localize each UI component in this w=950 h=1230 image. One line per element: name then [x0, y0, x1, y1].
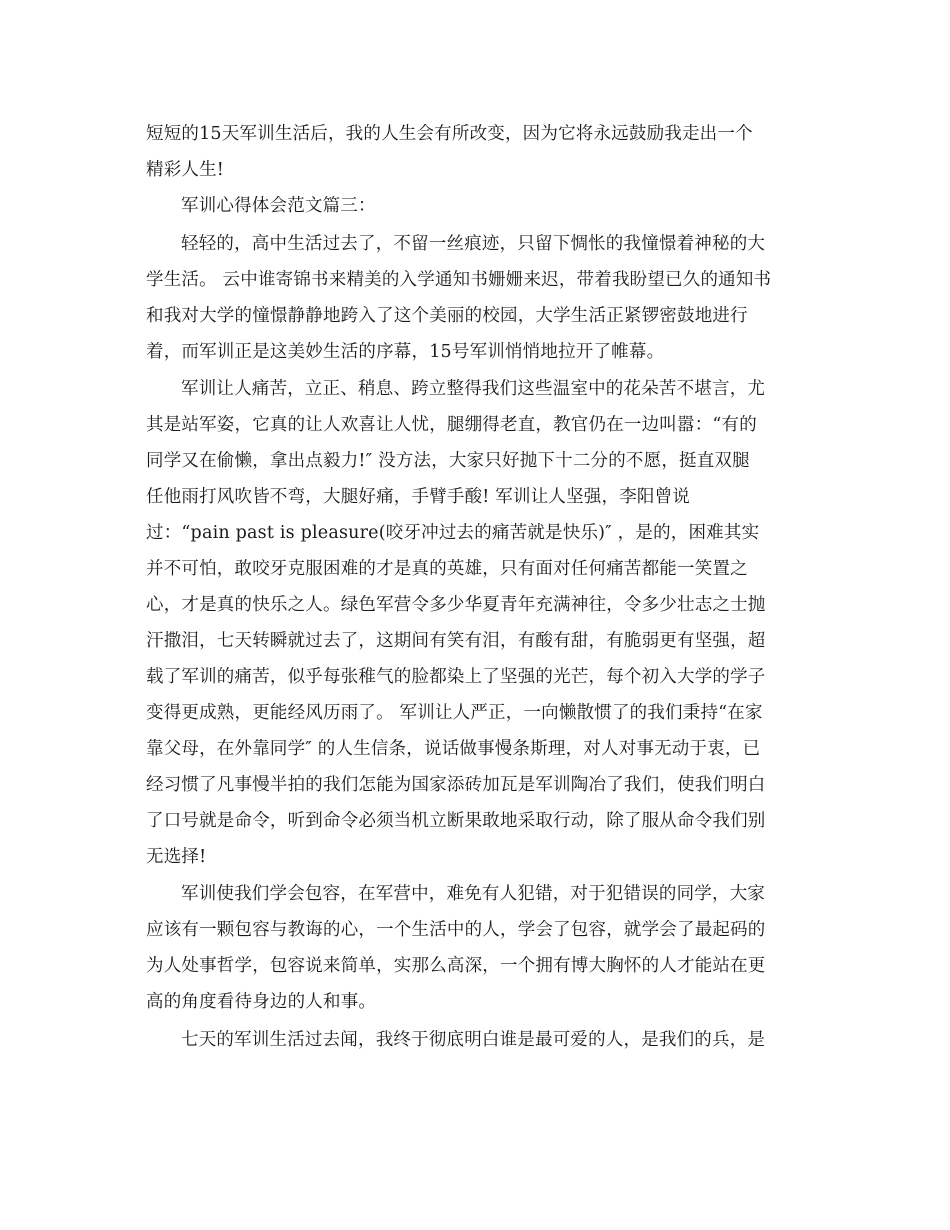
- paragraph-first-line: 军训让人痛苦，立正、稍息、跨立整得我们这些温室中的花朵苦不堪言，尤: [181, 379, 766, 399]
- text-line: 并不可怕，敢咬牙克服困难的才是真的英雄，只有面对任何痛苦都能一笑置之: [146, 559, 748, 579]
- section-heading: 军训心得体会范文篇三：: [181, 196, 376, 216]
- text-line: 过：“pain past is pleasure(咬牙冲过去的痛苦就是快乐)″ ，是的，困难其实: [146, 523, 760, 543]
- text-line: 同学又在偷懒，拿出点毅力!″ 没方法，大家只好抛下十二分的不愿，挺直双腿: [146, 451, 750, 471]
- text-line: 经习惯了凡事慢半拍的我们怎能为国家添砖加瓦是军训陶冶了我们，使我们明白: [146, 775, 766, 795]
- paragraph-first-line: 军训使我们学会包容，在军营中，难免有人犯错，对于犯错误的同学，大家: [181, 884, 766, 904]
- paragraph-first-line: 轻轻的，高中生活过去了，不留一丝痕迹，只留下惆怅的我憧憬着神秘的大: [181, 234, 766, 254]
- text-line: 高的角度看待身边的人和事。: [146, 992, 377, 1012]
- text-line: 任他雨打风吹皆不弯，大腿好痛，手臂手酸! 军训让人坚强，李阳曾说: [146, 487, 690, 507]
- text-line: 为人处事哲学，包容说来简单，实那么高深，一个拥有博大胸怀的人才能站在更: [146, 956, 766, 976]
- text-line: 无选择!: [146, 847, 207, 867]
- text-line: 和我对大学的憧憬静静地跨入了这个美丽的校园，大学生活正紧锣密鼓地进行: [146, 306, 748, 326]
- text-line: 变得更成熟，更能经风历雨了。 军训让人严正，一向懒散惯了的我们秉持“在家: [146, 703, 763, 723]
- text-line: 应该有一颗包容与教诲的心，一个生活中的人，学会了包容，就学会了最起码的: [146, 920, 766, 940]
- text-line: 学生活。 云中谁寄锦书来精美的入学通知书姗姗来迟，带着我盼望已久的通知书: [146, 270, 772, 290]
- text-line: 汗撒泪，七天转瞬就过去了，这期间有笑有泪，有酸有甜，有脆弱更有坚强，超: [146, 631, 766, 651]
- text-line: 精彩人生!: [146, 160, 225, 180]
- paragraph-first-line: 七天的军训生活过去闻，我终于彻底明白谁是最可爱的人，是我们的兵，是: [181, 1030, 766, 1050]
- text-line: 载了军训的痛苦，似乎每张稚气的脸都染上了坚强的光芒，每个初入大学的学子: [146, 667, 766, 687]
- text-line: 了口号就是命令，听到命令必须当机立断果敢地采取行动，除了服从命令我们别: [146, 811, 766, 831]
- text-line: 心，才是真的快乐之人。绿色军营令多少华夏青年充满神往，令多少壮志之士抛: [146, 595, 766, 615]
- text-line: 其是站军姿，它真的让人欢喜让人忧，腿绷得老直，教官仍在一边叫嚣：“有的: [146, 415, 757, 435]
- text-line: 靠父母，在外靠同学″ 的人生信条，说话做事慢条斯理，对人对事无动于衷，已: [146, 739, 761, 759]
- text-line: 短短的15天军训生活后，我的人生会有所改变，因为它将永远鼓励我走出一个: [146, 124, 753, 144]
- text-line: 着，而军训正是这美妙生活的序幕，15号军训悄悄地拉开了帷幕。: [146, 342, 665, 362]
